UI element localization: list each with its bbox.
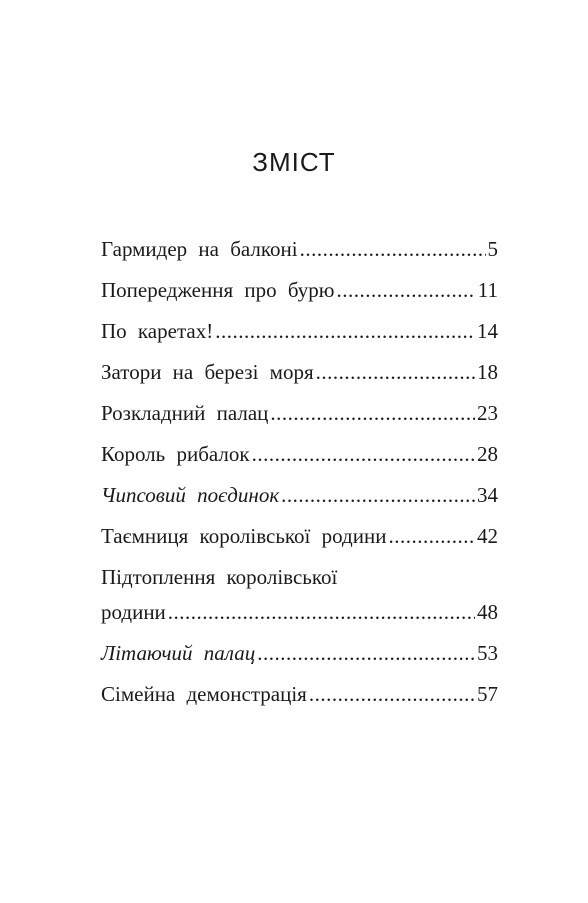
table-of-contents (101, 236, 498, 722)
toc-entry-title: Король рибалок (101, 442, 250, 466)
dot-leader (270, 400, 475, 427)
toc-entry-title-line1: Підтоплення королівської (101, 565, 338, 589)
toc-entry-page: 23 (477, 401, 498, 425)
toc-entry-page: 57 (477, 682, 498, 706)
toc-entry-page: 42 (477, 524, 498, 548)
toc-entry-title: Чипсовий поєдинок (101, 483, 280, 507)
toc-entry-title: Гармидер на балконі (101, 237, 298, 261)
dot-leader (252, 441, 475, 468)
toc-entry-page: 53 (477, 641, 498, 665)
dot-leader (300, 236, 486, 263)
dot-leader (215, 318, 475, 345)
toc-entry (101, 564, 498, 626)
toc-entry-page: 48 (477, 600, 498, 624)
toc-entry-title: Розкладний палац (101, 401, 269, 425)
toc-entry (101, 236, 498, 263)
toc-entry-title: Літаючий палац (101, 641, 256, 665)
toc-entry (101, 400, 498, 427)
toc-entry-title: По каретах! (101, 319, 214, 343)
toc-entry (101, 523, 498, 550)
dot-leader (168, 599, 475, 626)
toc-entry (101, 681, 498, 708)
dot-leader (316, 359, 475, 386)
dot-leader (257, 640, 475, 667)
toc-entry (101, 318, 498, 345)
toc-entry-page: 5 (487, 237, 498, 261)
dot-leader (309, 681, 475, 708)
dot-leader (281, 482, 475, 509)
toc-entry-title: Попередження про бурю (101, 278, 335, 302)
toc-entry-title: Таємниця королівської родини (101, 524, 387, 548)
toc-entry-page: 34 (477, 483, 498, 507)
toc-entry-title: Затори на березі моря (101, 360, 314, 384)
toc-entry (101, 441, 498, 468)
toc-entry-page: 18 (477, 360, 498, 384)
toc-entry-page: 11 (477, 278, 498, 302)
toc-entry-page: 14 (477, 319, 498, 343)
toc-entry (101, 640, 498, 667)
toc-entry (101, 482, 498, 509)
dot-leader (336, 277, 475, 304)
toc-title: ЗМІСТ (252, 147, 336, 177)
toc-entry-title-line2: родини (101, 600, 166, 624)
toc-entry-page: 28 (477, 442, 498, 466)
dot-leader (388, 523, 475, 550)
toc-entry (101, 359, 498, 386)
toc-entry (101, 277, 498, 304)
toc-entry-title: Сімейна демонстрація (101, 682, 307, 706)
